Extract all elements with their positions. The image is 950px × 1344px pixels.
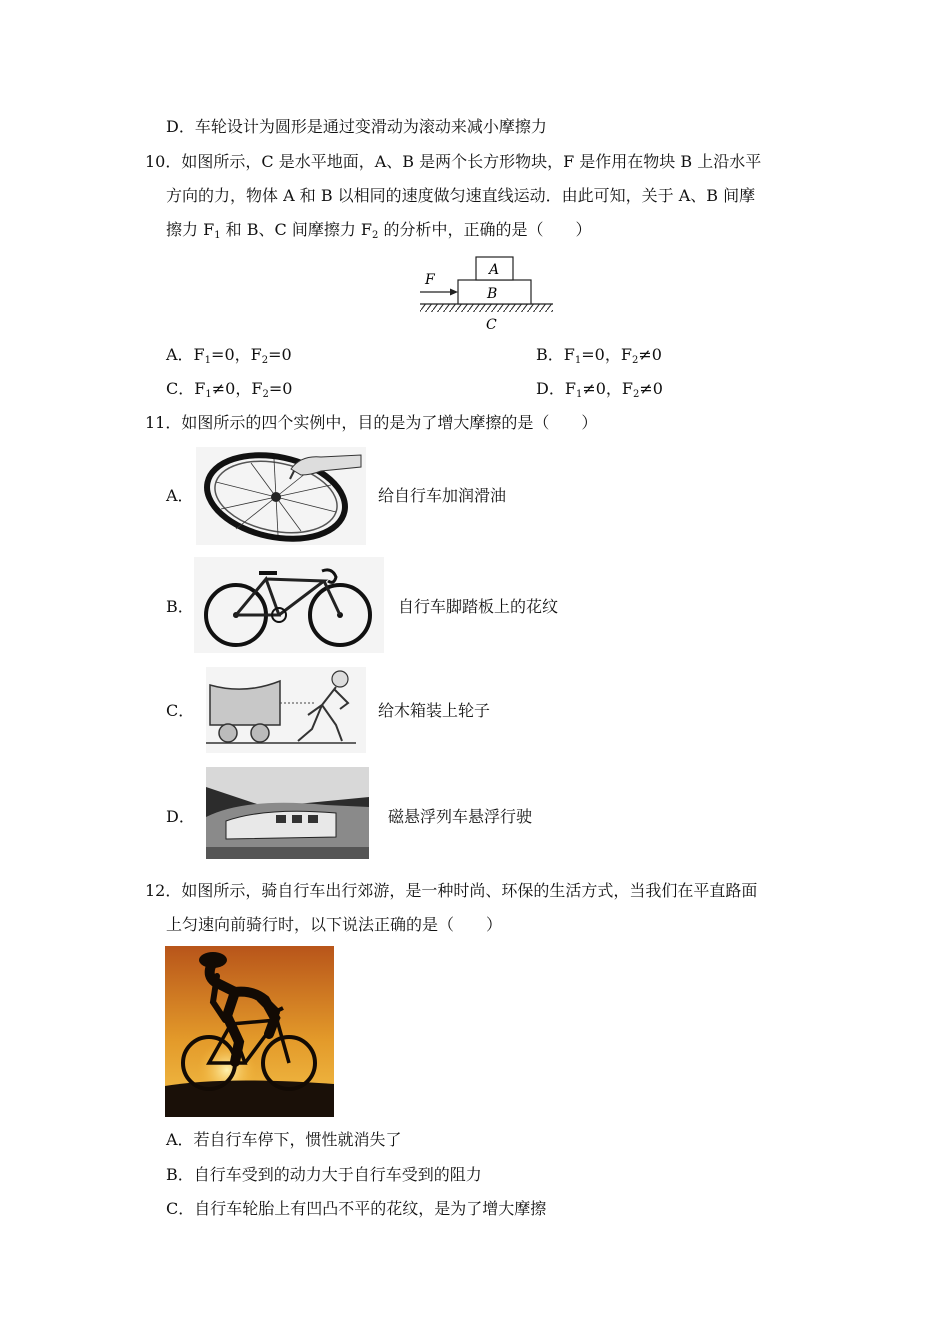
q11-option-b-letter[interactable]: B． xyxy=(166,597,194,616)
cyclist-sunset-photo xyxy=(165,946,334,1117)
q10-option-c[interactable]: C．$F_1\ne 0$，$F_2=0$ xyxy=(166,379,293,400)
q11-option-b-text: 自行车脚踏板上的花纹 xyxy=(398,597,559,616)
q11-option-d-text: 磁悬浮列车悬浮行驶 xyxy=(388,807,533,826)
q12-option-b[interactable]: B．自行车受到的动力大于自行车受到的阻力 xyxy=(166,1165,482,1184)
maglev-train-photo xyxy=(206,767,369,859)
label-f: F xyxy=(425,272,435,288)
q12-option-c[interactable]: C．自行车轮胎上有凹凸不平的花纹，是为了增大摩擦 xyxy=(166,1199,547,1218)
wooden-box-cart-photo xyxy=(206,667,366,753)
q12-stem-line2: 上匀速向前骑行时，以下说法正确的是（ ） xyxy=(166,915,503,934)
q10-option-b[interactable]: B．$F_1=0$，$F_2\ne 0$ xyxy=(536,345,662,366)
q11-option-c-letter[interactable]: C． xyxy=(166,701,195,720)
q12-option-a[interactable]: A．若自行车停下，惯性就消失了 xyxy=(166,1130,402,1149)
q11-stem: 11．如图所示的四个实例中，目的是为了增大摩擦的是（ ） xyxy=(145,413,598,432)
q10-option-a[interactable]: A．$F_1=0$，$F_2=0$ xyxy=(166,345,292,366)
bicycle-photo xyxy=(194,557,384,653)
prev-option-d: D．车轮设计为圆形是通过变滑动为滚动来减小摩擦力 xyxy=(166,117,547,136)
ground-hatching xyxy=(420,304,553,312)
q11-option-a-letter[interactable]: A． xyxy=(166,486,194,505)
q11-option-d-letter[interactable]: D． xyxy=(166,807,195,826)
q10-stem-line2: 方向的力，物体 A 和 B 以相同的速度做匀速直线运动．由此可知，关于 A、B 间摩 xyxy=(166,186,756,205)
q12-stem-line1: 12．如图所示，骑自行车出行郊游，是一种时尚、环保的生活方式，当我们在平直路面 xyxy=(145,881,758,900)
q10-block-figure xyxy=(415,254,557,334)
label-a: A xyxy=(489,262,500,278)
q10-option-d[interactable]: D．$F_1\ne 0$，$F_2\ne 0$ xyxy=(536,379,663,400)
label-b: B xyxy=(487,286,498,302)
label-c: C xyxy=(486,317,497,333)
wheel-oil-photo xyxy=(196,447,366,545)
q11-option-a-text: 给自行车加润滑油 xyxy=(378,486,507,505)
q10-stem-line1: 10．如图所示，C 是水平地面，A、B 是两个长方形物块，F 是作用在物块 B 上沿水平 xyxy=(145,152,762,171)
q10-stem-line3: 擦力 $F_1$ 和 B、C 间摩擦力 $F_2$ 的分析中，正确的是（ ） xyxy=(166,220,592,241)
q11-option-c-text: 给木箱装上轮子 xyxy=(378,701,491,720)
force-arrowhead xyxy=(450,289,458,296)
